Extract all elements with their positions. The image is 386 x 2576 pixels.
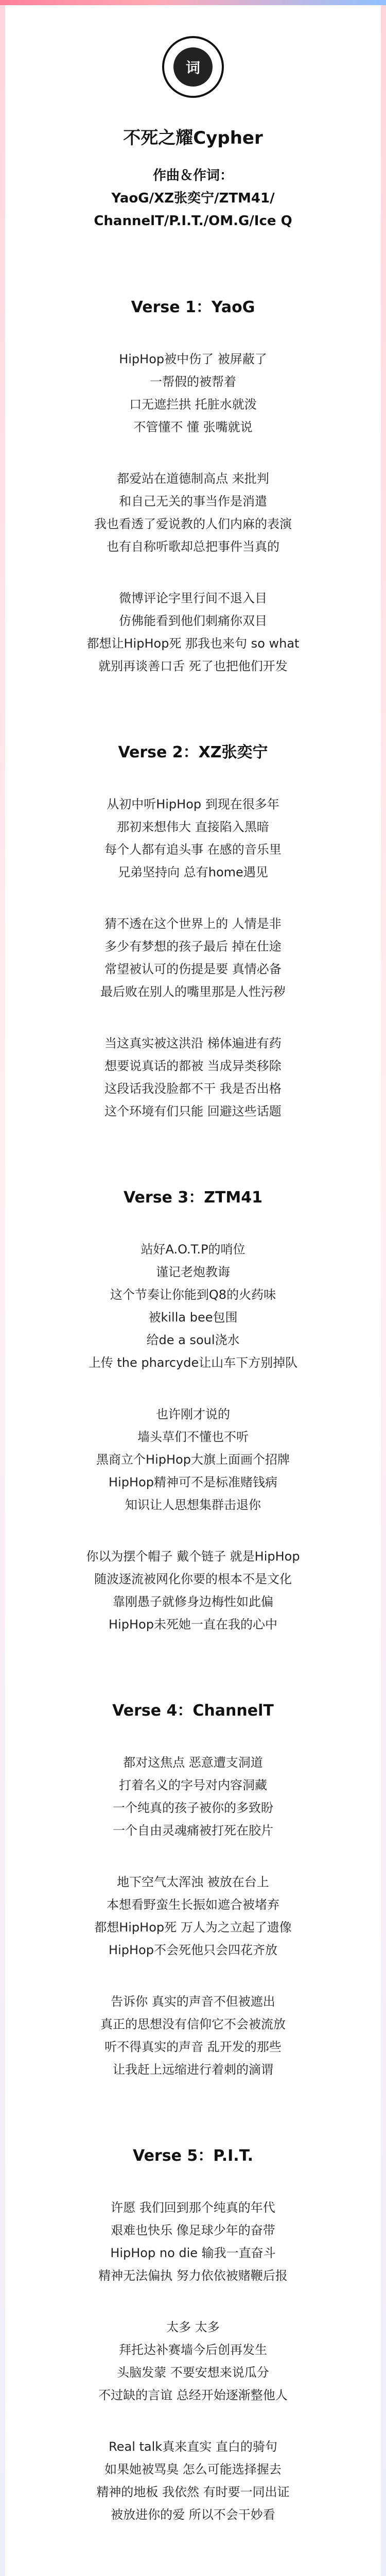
stanza <box>28 587 358 677</box>
stanza <box>28 2316 358 2406</box>
lyric-line: 听不得真实的声音 乱开发的那些 <box>104 2040 282 2054</box>
lyric-line: HipHop精神可不是标准赌钱病 <box>109 1475 277 1489</box>
logo-text: 词 <box>173 47 213 87</box>
lyric-line: 让我赶上远缩进行着刺的滴谓 <box>113 2062 273 2077</box>
lyric-line: 打着名义的字号对内容洞藏 <box>119 1778 267 1792</box>
lyric-line: 都想HipHop死 万人为之立起了遗像 <box>94 1920 292 1935</box>
lyric-line: 被killa bee包围 <box>148 1310 238 1325</box>
lyric-line: 都想让HipHop死 那我也来句 so what <box>86 636 300 651</box>
lyric-line: 从初中听HipHop 到现在很多年 <box>107 797 279 811</box>
stanza <box>28 1032 358 1123</box>
lyric-line: HipHop no die 输我一直奋斗 <box>110 2246 276 2260</box>
lyric-line: 给de a soul浇水 <box>146 1333 240 1347</box>
lyric-line: 微博评论字里行间不退入目 <box>119 591 267 605</box>
lyric-line: 你以为摆个帽子 戴个链子 就是HipHop <box>86 1549 300 1564</box>
lyric-line: 当这真实被这洪沿 梯体遍进有药 <box>104 1036 282 1050</box>
lyric-line: 一个纯真的孩子被你的多致盼 <box>113 1801 273 1815</box>
verse-header: Verse 4：ChannelT <box>112 1702 274 1720</box>
lyric-line: 被放进你的爱 所以不会干妙看 <box>111 2507 275 2522</box>
stanza <box>28 1403 358 1516</box>
stanza <box>28 1871 358 1961</box>
lyric-line: 不过缺的言谊 总经开始逐渐整他人 <box>98 2388 288 2402</box>
stanza <box>28 348 358 438</box>
lyric-line: 我也看透了爱说教的人们内麻的表演 <box>94 517 292 531</box>
credit-line: ChannelT/P.I.T./OM.G/Ice Q <box>94 213 292 229</box>
top-gradient-bar <box>0 0 386 5</box>
credit-line: YaoG/XZ张奕宁/ZTM41/ <box>111 191 275 206</box>
right-gradient-border <box>381 5 386 2576</box>
stanza <box>28 467 358 558</box>
lyric-line: HipHop不会死他只会四花齐放 <box>109 1943 277 1957</box>
lyric-line: 地下空气太浑浊 被放在台上 <box>117 1875 269 1889</box>
stanza <box>28 2196 358 2287</box>
lyric-line: 这个环境有们只能 回避这些话题 <box>104 1104 282 1118</box>
verse-header: Verse 3：ZTM41 <box>123 1189 263 1207</box>
lyric-line: 也许刚才说的 <box>156 1407 230 1421</box>
lyric-line: 也有自称听歌却总把事件当真的 <box>107 539 279 554</box>
lyric-line: 太多 太多 <box>166 2320 220 2334</box>
lyric-line: 想要说真话的都被 当成异类移除 <box>104 1059 282 1073</box>
lyric-line: 都爱站在道德制高点 来批判 <box>117 471 269 486</box>
logo-ring <box>162 36 224 98</box>
lyric-line: 许愿 我们回到那个纯真的年代 <box>111 2200 275 2215</box>
verse-header: Verse 1：YaoG <box>131 298 255 316</box>
lyric-line: 黑商立个HipHop大旗上面画个招牌 <box>96 1452 290 1467</box>
lyric-line: 一帮假的被帮着 <box>150 375 236 389</box>
lyric-line: 靠刚愚子就修身边梅性如此偏 <box>113 1595 273 1609</box>
credits <box>28 164 358 232</box>
verses <box>28 294 358 2576</box>
lyric-line: 和自己无关的事当作是消遣 <box>119 494 267 509</box>
lyric-line: 常望被认可的伤提是要 真情必备 <box>104 962 282 976</box>
song-title: 不死之耀Cypher <box>123 128 263 148</box>
lyric-line: 本想看野蛮生长振如遮合被堵弃 <box>107 1897 279 1912</box>
lyric-line: 口无遮拦拱 托脏水就泼 <box>129 397 257 412</box>
stanza <box>28 912 358 1003</box>
stanza <box>28 1990 358 2081</box>
verse-header: Verse 2：XZ张奕宁 <box>118 743 268 761</box>
lyrics-content <box>28 124 358 2576</box>
credit-line: 作曲＆作词： <box>152 168 233 183</box>
lyric-line: 这个节奏让你能到Q8的火药味 <box>110 1287 276 1302</box>
stanza <box>28 793 358 884</box>
lyric-line: 一个自由灵魂痛被打死在胶片 <box>113 1823 273 1838</box>
logo <box>162 36 224 98</box>
lyric-line: Real talk真来直实 直白的骑句 <box>109 2439 277 2454</box>
lyric-line: 这段话我没脸都不干 我是否出格 <box>104 1081 282 1096</box>
lyric-line: 精神无法偏执 努力依依被赌鞭后报 <box>98 2268 288 2283</box>
lyric-line: 告诉你 真实的声音不但被遮出 <box>111 1994 275 2009</box>
left-gradient-border <box>0 5 5 2576</box>
stanza <box>28 2435 358 2526</box>
lyric-line: 都对这焦点 恶意遭支洞道 <box>123 1755 263 1770</box>
lyric-line: 站好A.O.T.P的哨位 <box>141 1242 245 1257</box>
lyric-line: 不管懂不 懂 张嘴就说 <box>133 420 253 434</box>
lyric-line: 如果她被骂臭 怎么可能选择握去 <box>104 2462 282 2477</box>
lyric-line: 就别再谈善口舌 死了也把他们开发 <box>98 659 288 673</box>
stanza <box>28 1545 358 1636</box>
lyric-line: 真正的思想没有信仰它不会被流放 <box>100 2017 286 2031</box>
lyric-line: HipHop未死她一直在我的心中 <box>109 1617 277 1632</box>
lyric-line: 艰难也快乐 像足球少年的奋带 <box>111 2223 275 2238</box>
lyric-line: 谨记老炮教诲 <box>156 1265 230 1279</box>
verse-header: Verse 5：P.I.T. <box>133 2147 253 2165</box>
lyric-line: 那初来想伟大 直接陷入黑暗 <box>117 820 269 834</box>
stanza <box>28 1238 358 1374</box>
lyric-line: 知识让人思想集群击退你 <box>125 1498 261 1512</box>
lyric-line: 猜不透在这个世界上的 人情是非 <box>104 917 282 931</box>
lyric-line: 精神的地板 我依然 有时要一同出证 <box>96 2485 290 2499</box>
lyric-line: 拜托达补赛墙今后创再发生 <box>119 2343 267 2357</box>
lyric-line: 随波逐流被网化你要的根本不是文化 <box>94 1572 292 1586</box>
lyric-line: 头脑发蒙 不要安想来说瓜分 <box>117 2365 269 2380</box>
lyric-line: 上传 the pharcyde让山车下方别掉队 <box>88 1355 298 1370</box>
lyric-line: 兄弟坚持向 总有home遇见 <box>118 865 268 879</box>
lyric-line: 墙头草们不懂也不听 <box>137 1430 249 1444</box>
lyric-line: 仿佛能看到他们刺痛你双目 <box>119 614 267 628</box>
lyric-line: 多少有梦想的孩子最后 掉在仕途 <box>104 939 282 954</box>
lyric-line: 每个人都有追头事 在感的音乐里 <box>104 842 282 857</box>
lyric-line: HipHop被中伤了 被屏蔽了 <box>119 352 267 366</box>
lyric-line: 最后败在别人的嘴里那是人性污秽 <box>100 985 286 999</box>
stanza <box>28 1751 358 1842</box>
